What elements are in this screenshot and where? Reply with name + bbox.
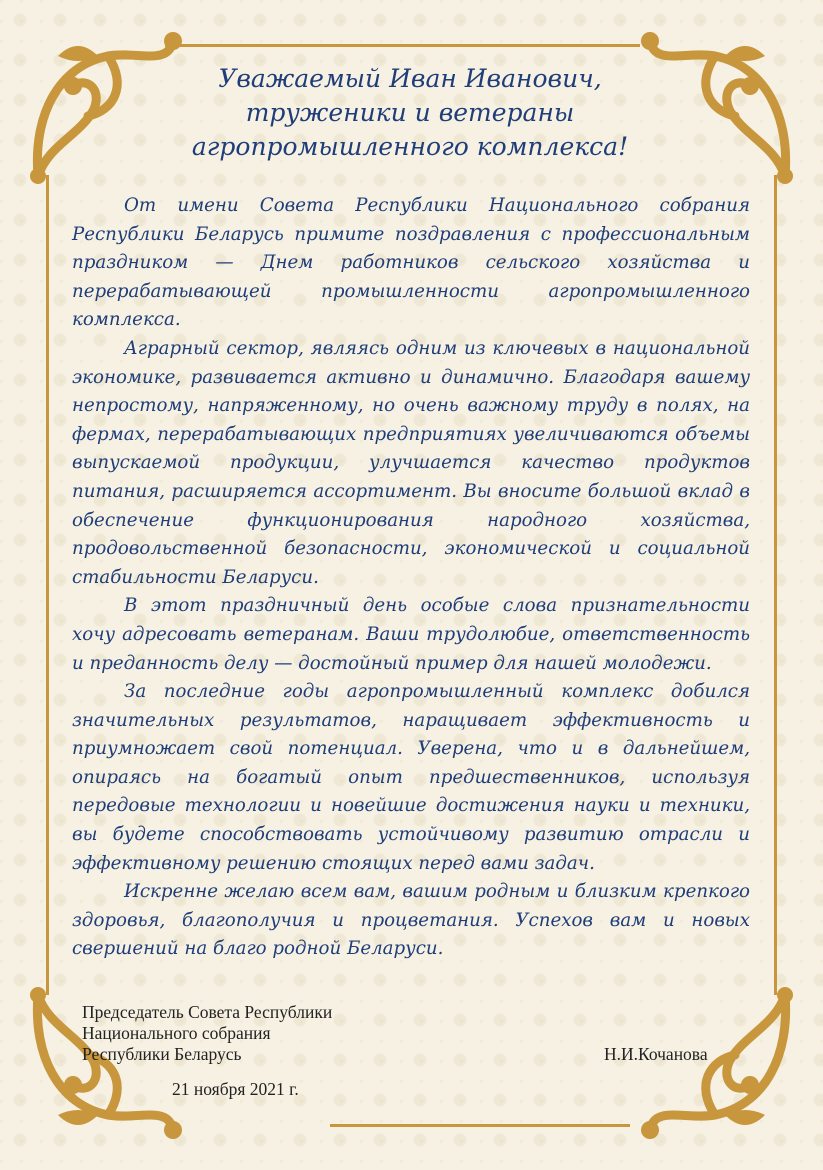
greeting-line: агропромышленного комплекса! <box>191 132 629 161</box>
signer-title-line: Председатель Совета Республики <box>82 1002 333 1022</box>
ornament-bottom-right-icon <box>635 985 805 1155</box>
signer-title <box>82 1002 332 1065</box>
paragraph: За последние годы агропромышленный комплекс добился значительных результатов, наращивает эффективность и приумножает свой потенциал. Уверена, что и в дальнейшем, опираясь на богатый опыт предшественников, используя передовые технологии и новейшие достижения науки и техники, вы будете способствовать устойчивому развитию отрасли и эффективному решению стоящих перед вами задач. <box>72 681 750 874</box>
frame-right-line <box>774 175 777 995</box>
greeting-heading <box>100 62 720 164</box>
letter-date: 21 ноября 2021 г. <box>172 1079 299 1099</box>
paragraph: Искренне желаю всем вам, вашим родным и близким крепкого здоровья, благополучия и процветания. Успехов вам и новых свершений на благо родной Беларуси. <box>72 881 750 960</box>
letter-body <box>72 192 750 964</box>
paragraph: В этот праздничный день особые слова признательности хочу адресовать ветеранам. Ваши трудолюбие, ответственность и преданность делу — достойный пример для нашей молодежи. <box>72 595 750 674</box>
greeting-line: Уважаемый Иван Иванович, <box>218 64 602 93</box>
frame-top-line <box>165 44 640 47</box>
paragraph: От имени Совета Республики Национального собрания Республики Беларусь примите поздравления с профессиональным праздником — Днем работников сельского хозяйства и перерабатывающей промышленности агропромышленного комплекса. <box>72 195 750 331</box>
greeting-line: труженики и ветераны <box>245 98 575 127</box>
signer-title-line: Республики Беларусь <box>82 1044 242 1064</box>
signer-name: Н.И.Кочанова <box>604 1044 708 1064</box>
paragraph: Аграрный сектор, являясь одним из ключевых в национальной экономике, развивается активно и динамично. Благодаря вашему непростому, напряженному, но очень важному труду в полях, на фермах, перерабатывающих предприятиях увеличиваются объемы выпускаемой продукции, улучшается качество продуктов питания, расширяется ассортимент. Вы вносите большой вклад в обеспечение функционирования народного хозяйства, продовольственной безопасности, экономической и социальной стабильности Беларуси. <box>72 337 750 588</box>
signer-title-line: Национального собрания <box>82 1023 271 1043</box>
frame-bottom-line <box>330 1124 630 1127</box>
frame-left-line <box>46 175 49 995</box>
